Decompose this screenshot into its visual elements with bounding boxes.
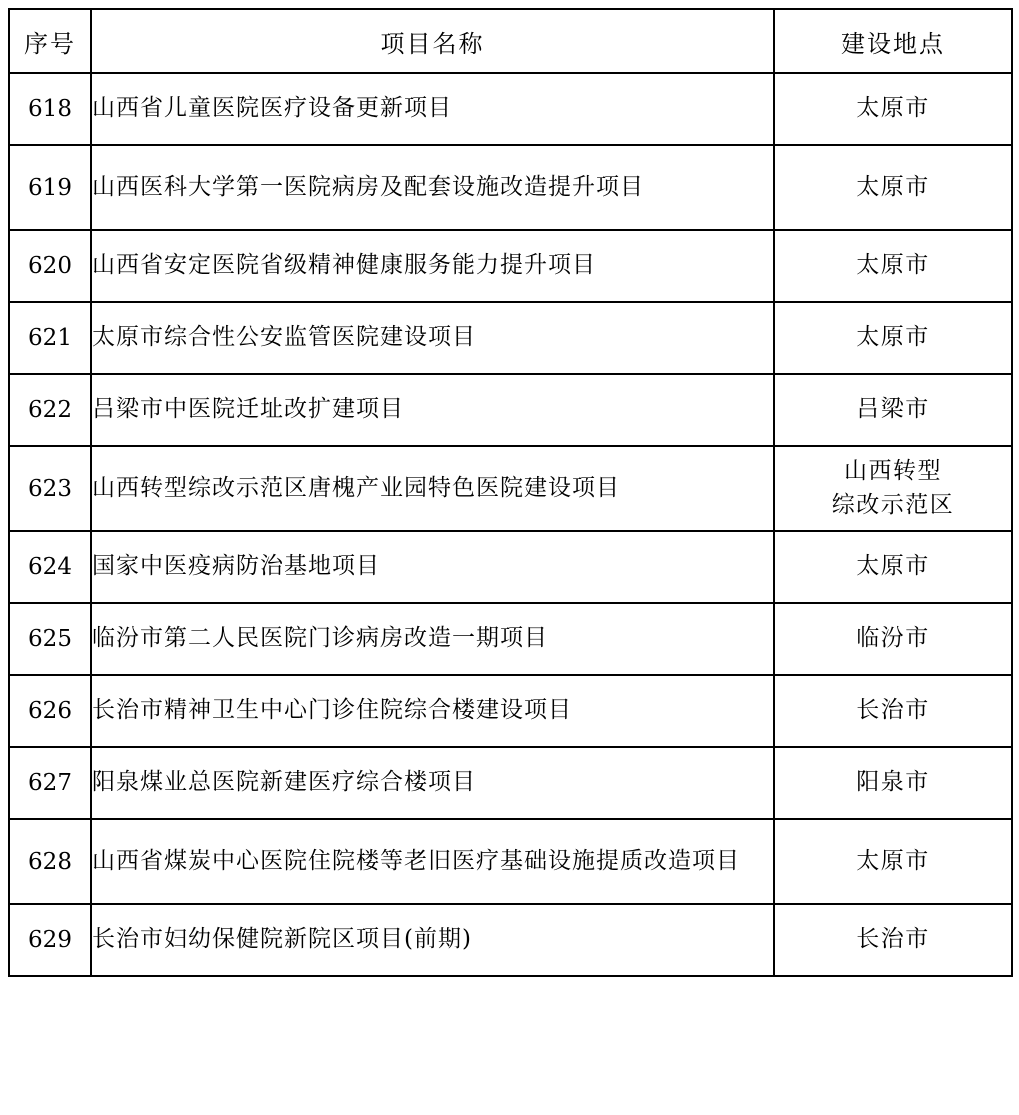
table-row (9, 747, 1012, 819)
cell-construction-location (774, 446, 1012, 531)
location-line: 综改示范区 (831, 491, 955, 518)
table-row (9, 675, 1012, 747)
cell-sequence-number: 626 (9, 675, 91, 747)
cell-project-name: 山西医科大学第一医院病房及配套设施改造提升项目 (91, 145, 774, 230)
cell-construction-location (774, 819, 1012, 904)
location-line: 吕梁市 (856, 396, 930, 423)
cell-project-name: 国家中医疫病防治基地项目 (91, 531, 774, 603)
cell-sequence-number: 624 (9, 531, 91, 603)
table-row (9, 145, 1012, 230)
table-header-row (9, 9, 1012, 73)
cell-project-name: 长治市精神卫生中心门诊住院综合楼建设项目 (91, 675, 774, 747)
cell-project-name: 山西省安定医院省级精神健康服务能力提升项目 (91, 230, 774, 302)
cell-project-name: 山西省煤炭中心医院住院楼等老旧医疗基础设施提质改造项目 (91, 819, 774, 904)
cell-project-name: 太原市综合性公安监管医院建设项目 (91, 302, 774, 374)
table-body (9, 73, 1012, 976)
cell-construction-location (774, 904, 1012, 976)
location-line: 太原市 (856, 252, 930, 279)
location-line: 长治市 (856, 697, 930, 724)
column-header-seq: 序号 (9, 9, 91, 73)
cell-sequence-number: 625 (9, 603, 91, 675)
cell-construction-location (774, 73, 1012, 145)
location-line: 太原市 (856, 95, 930, 122)
table-row (9, 531, 1012, 603)
cell-sequence-number: 627 (9, 747, 91, 819)
cell-sequence-number: 621 (9, 302, 91, 374)
cell-project-name: 山西省儿童医院医疗设备更新项目 (91, 73, 774, 145)
table-row (9, 73, 1012, 145)
cell-project-name: 长治市妇幼保健院新院区项目(前期) (91, 904, 774, 976)
column-header-name: 项目名称 (91, 9, 774, 73)
project-table (8, 8, 1013, 977)
cell-construction-location (774, 374, 1012, 446)
cell-construction-location (774, 230, 1012, 302)
cell-construction-location (774, 603, 1012, 675)
location-line: 太原市 (856, 173, 930, 200)
table-row (9, 230, 1012, 302)
cell-construction-location (774, 747, 1012, 819)
cell-sequence-number: 623 (9, 446, 91, 531)
location-line: 太原市 (856, 847, 930, 874)
cell-sequence-number: 618 (9, 73, 91, 145)
cell-sequence-number: 620 (9, 230, 91, 302)
cell-construction-location (774, 302, 1012, 374)
cell-construction-location (774, 675, 1012, 747)
location-line: 太原市 (856, 553, 930, 580)
cell-sequence-number: 622 (9, 374, 91, 446)
cell-sequence-number: 629 (9, 904, 91, 976)
table-row (9, 904, 1012, 976)
table-row (9, 446, 1012, 531)
location-line: 长治市 (856, 926, 930, 953)
table-row (9, 603, 1012, 675)
column-header-location: 建设地点 (774, 9, 1012, 73)
table-header (9, 9, 1012, 73)
location-line: 阳泉市 (856, 769, 930, 796)
cell-project-name: 阳泉煤业总医院新建医疗综合楼项目 (91, 747, 774, 819)
location-line: 临汾市 (856, 625, 930, 652)
cell-project-name: 山西转型综改示范区唐槐产业园特色医院建设项目 (91, 446, 774, 531)
cell-project-name: 吕梁市中医院迁址改扩建项目 (91, 374, 774, 446)
cell-construction-location (774, 531, 1012, 603)
cell-project-name: 临汾市第二人民医院门诊病房改造一期项目 (91, 603, 774, 675)
cell-sequence-number: 628 (9, 819, 91, 904)
table-row (9, 374, 1012, 446)
cell-construction-location (774, 145, 1012, 230)
location-line: 太原市 (856, 324, 930, 351)
table-row (9, 302, 1012, 374)
location-line: 山西转型 (844, 458, 942, 485)
table-row (9, 819, 1012, 904)
cell-sequence-number: 619 (9, 145, 91, 230)
